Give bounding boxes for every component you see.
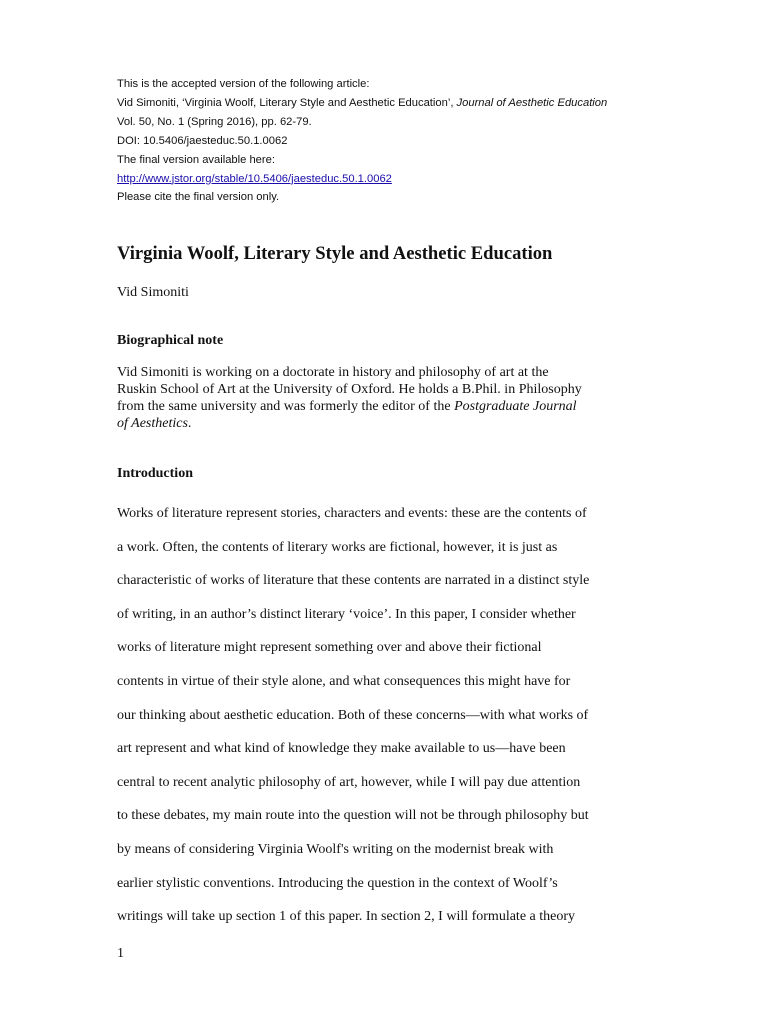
doi-line: DOI: 10.5406/jaesteduc.50.1.0062: [117, 134, 288, 147]
citation-text: Vid Simoniti, ‘Virginia Woolf, Literary Style and Aesthetic Education’,: [117, 96, 457, 109]
bio-line: Vid Simoniti is working on a doctorate in history and philosophy of art at the: [117, 365, 549, 380]
bio-text: from the same university and was formerly the editor of the: [117, 399, 455, 414]
body-line: works of literature might represent something over and above their fictional: [117, 640, 542, 656]
bio-line: [117, 415, 647, 432]
jstor-link[interactable]: http://www.jstor.org/stable/10.5406/jaesteduc.50.1.0062: [117, 172, 392, 185]
article-preface: [117, 75, 677, 207]
bio-line: Ruskin School of Art at the University of Oxford. He holds a B.Phil. in Philosophy: [117, 382, 582, 397]
body-line: earlier stylistic conventions. Introducing the question in the context of Woolf’s: [117, 875, 558, 891]
journal-name: Journal of Aesthetic Education: [456, 96, 608, 109]
body-line: our thinking about aesthetic education. Both of these concerns—with what works of: [117, 707, 589, 723]
body-line: central to recent analytic philosophy of art, however, while I will pay due attention: [117, 774, 581, 790]
body-line: of writing, in an author’s distinct literary ‘voice’. In this paper, I consider whether: [117, 606, 576, 622]
body-line: by means of considering Virginia Woolf's writing on the modernist break with: [117, 841, 554, 857]
bio-line: [117, 398, 647, 415]
body-line: characteristic of works of literature that these contents are narrated in a distinct style: [117, 573, 590, 589]
body-line: contents in virtue of their style alone, and what consequences this might have for: [117, 673, 571, 689]
paper-title: Virginia Woolf, Literary Style and Aesthetic Education: [117, 243, 553, 264]
body-line: to these debates, my main route into the question will not be through philosophy but: [117, 808, 589, 824]
volume-line: Vol. 50, No. 1 (Spring 2016), pp. 62-79.: [117, 115, 312, 128]
journal-title: of Aesthetics: [117, 416, 188, 431]
final-version-line: The final version available here:: [117, 153, 275, 166]
author-name: Vid Simoniti: [117, 285, 189, 300]
cite-note: Please cite the final version only.: [117, 191, 280, 204]
biographical-note: [117, 364, 647, 432]
bio-text: .: [187, 416, 192, 431]
biographical-note-heading: Biographical note: [117, 333, 224, 348]
body-line: a work. Often, the contents of literary works are fictional, however, it is just as: [117, 539, 558, 555]
citation-line: [117, 94, 677, 113]
body-line: Works of literature represent stories, characters and events: these are the contents of: [117, 506, 587, 521]
body-line: writings will take up section 1 of this paper. In section 2, I will formulate a theory: [117, 909, 576, 925]
preface-line: This is the accepted version of the following article:: [117, 78, 370, 90]
introduction-heading: Introduction: [117, 466, 193, 481]
introduction-body: [117, 497, 657, 934]
journal-title: Postgraduate Journal: [454, 399, 577, 414]
body-line: art represent and what kind of knowledge they make available to us—have been: [117, 741, 566, 757]
page-number: 1: [117, 946, 124, 961]
